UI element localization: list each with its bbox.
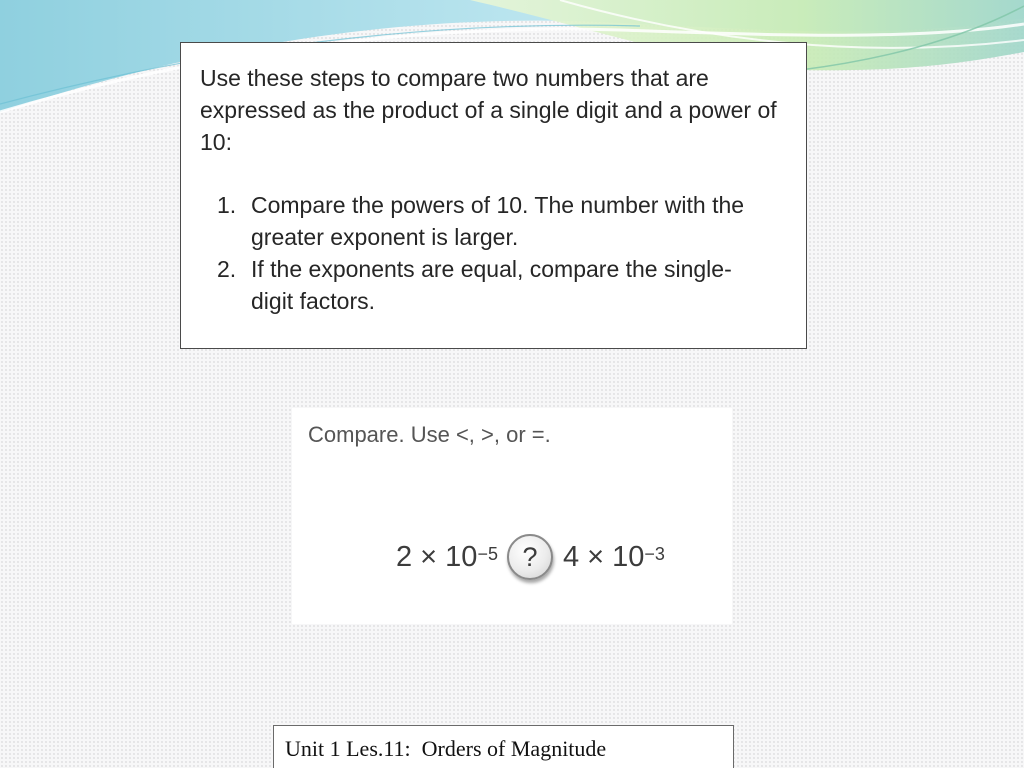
step-number: 1. [217,192,237,218]
instruction-box [180,42,807,349]
step-text: If the exponents are equal, compare the single-digit factors. [251,256,732,314]
step-item [200,253,786,317]
step-item [200,189,786,253]
left-exponent: −5 [477,543,498,564]
instruction-intro: Use these steps to compare two numbers that are expressed as the product of a single digit and a power of 10: [200,65,777,155]
steps-list [200,189,786,317]
problem-prompt: Compare. Use <, >, or =. [308,422,551,447]
lesson-caption: Unit 1 Les.11: Orders of Magnitude [273,725,734,768]
left-term [396,541,498,574]
right-term [563,541,665,574]
step-number: 2. [217,256,237,282]
compare-answer-button[interactable]: ? [507,534,553,580]
comparison-expression [396,534,665,580]
step-text: Compare the powers of 10. The number with the greater exponent is larger. [251,192,745,250]
right-exponent: −3 [644,543,665,564]
problem-panel [292,408,732,624]
right-base: 4 × 10 [562,540,645,573]
left-base: 2 × 10 [396,540,478,573]
